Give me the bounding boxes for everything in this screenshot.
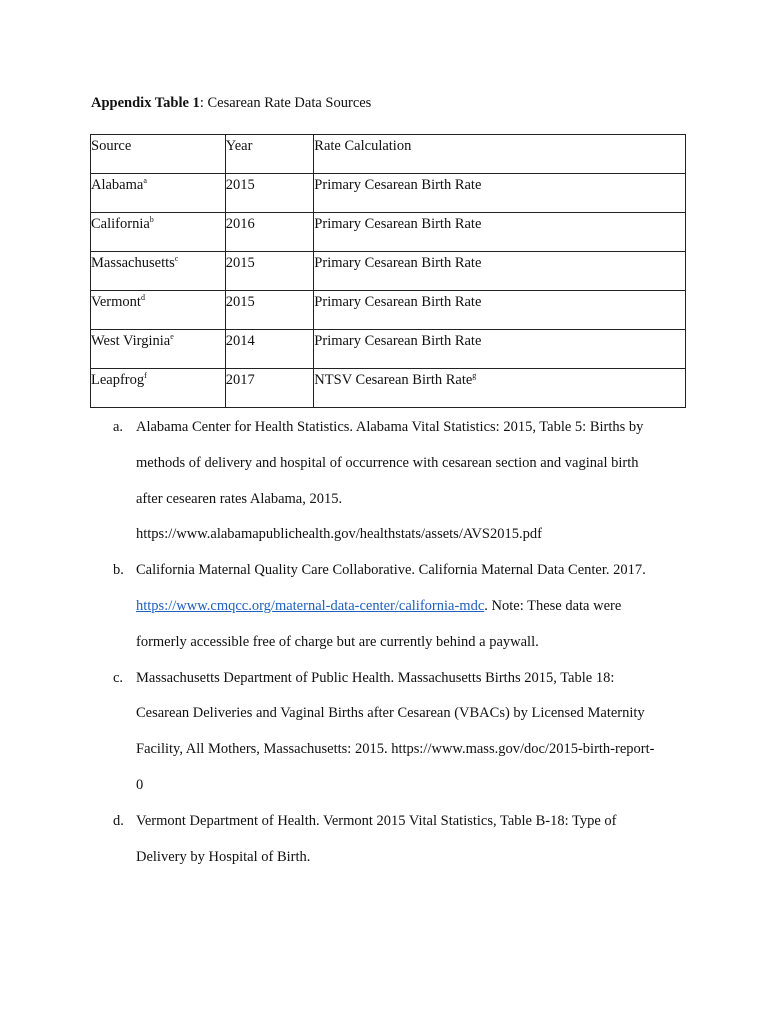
source-footnote-mark: e — [170, 332, 174, 342]
reference-note: . Note: These data were — [484, 597, 622, 614]
source-name: Leapfrog — [91, 372, 145, 388]
cell-rate — [314, 252, 686, 291]
rate-text: Primary Cesarean Birth Rate — [314, 216, 482, 232]
header-source: Source — [91, 135, 226, 174]
cell-year: 2014 — [225, 330, 314, 369]
reference-line: Cesarean Deliveries and Vaginal Births after Cesarean (VBACs) by Licensed Maternity — [136, 705, 645, 722]
rate-text: NTSV Cesarean Birth Rate — [314, 372, 473, 388]
reference-line: methods of delivery and hospital of occurrence with cesarean section and vaginal birth — [136, 454, 639, 471]
cell-year: 2015 — [225, 174, 314, 213]
reference-line: after cesearen rates Alabama, 2015. — [136, 490, 343, 507]
source-footnote-mark: b — [149, 215, 154, 225]
rate-footnote-mark: g — [472, 371, 477, 381]
reference-marker: a. — [113, 419, 124, 435]
reference-line: Massachusetts Department of Public Health. Massachusetts Births 2015, Table 18: — [136, 669, 615, 686]
cell-source — [91, 213, 226, 252]
reference-line: Facility, All Mothers, Massachusetts: 2015. https://www.mass.gov/doc/2015-birth-report- — [136, 741, 655, 758]
source-footnote-mark: c — [174, 254, 179, 264]
reference-line — [136, 589, 691, 625]
reference-line: Vermont Department of Health. Vermont 2015 Vital Statistics, Table B-18: Type of — [136, 812, 617, 829]
cell-source — [91, 174, 226, 213]
table-caption-title: : Cesarean Rate Data Sources — [199, 95, 372, 111]
reference-list — [91, 410, 691, 875]
cell-rate — [314, 213, 686, 252]
cell-source — [91, 291, 226, 330]
rate-text: Primary Cesarean Birth Rate — [314, 333, 482, 349]
reference-line: Delivery by Hospital of Birth. — [136, 848, 311, 865]
table-row — [91, 330, 686, 369]
source-footnote-mark: f — [144, 371, 147, 381]
data-sources-table — [90, 134, 686, 408]
cell-rate — [314, 330, 686, 369]
cell-source — [91, 252, 226, 291]
rate-text: Primary Cesarean Birth Rate — [314, 177, 482, 193]
cell-source — [91, 369, 226, 408]
cell-year: 2015 — [225, 291, 314, 330]
table-row — [91, 174, 686, 213]
source-footnote-mark: d — [140, 293, 145, 303]
reference-marker: d. — [113, 812, 124, 829]
table-header-row — [91, 135, 686, 174]
table-row — [91, 369, 686, 408]
source-name: Massachusetts — [91, 255, 175, 271]
rate-text: Primary Cesarean Birth Rate — [314, 255, 482, 271]
reference-item-c — [91, 661, 691, 804]
reference-item-a — [91, 410, 691, 553]
cell-year: 2015 — [225, 252, 314, 291]
cell-year: 2017 — [225, 369, 314, 408]
rate-text: Primary Cesarean Birth Rate — [314, 294, 482, 310]
table-caption-label: Appendix Table 1 — [91, 95, 200, 111]
reference-line: Alabama Center for Health Statistics. Alabama Vital Statistics: 2015, Table 5: Births by — [136, 419, 644, 435]
table-row — [91, 252, 686, 291]
source-name: California — [91, 216, 150, 232]
cell-rate — [314, 369, 686, 408]
reference-url: https://www.alabamapublichealth.gov/healthstats/assets/AVS2015.pdf — [136, 526, 542, 543]
header-year: Year — [225, 135, 314, 174]
cmqcc-link[interactable]: https://www.cmqcc.org/maternal-data-center/california-mdc — [136, 597, 485, 614]
table-row — [91, 291, 686, 330]
reference-marker: b. — [113, 562, 124, 579]
source-footnote-mark: a — [143, 176, 147, 186]
reference-line: 0 — [136, 776, 144, 793]
source-name: West Virginia — [91, 333, 171, 349]
table-caption — [91, 94, 371, 112]
cell-source — [91, 330, 226, 369]
reference-line: formerly accessible free of charge but are currently behind a paywall. — [136, 633, 539, 650]
cell-rate — [314, 291, 686, 330]
source-name: Alabama — [91, 177, 144, 193]
cell-year: 2016 — [225, 213, 314, 252]
reference-line: California Maternal Quality Care Collaborative. California Maternal Data Center. 2017. — [136, 562, 646, 579]
table-row — [91, 213, 686, 252]
header-rate-calculation: Rate Calculation — [314, 135, 686, 174]
reference-item-d — [91, 804, 691, 876]
reference-item-b — [91, 553, 691, 660]
source-name: Vermont — [91, 294, 141, 310]
reference-marker: c. — [113, 669, 124, 686]
cell-rate — [314, 174, 686, 213]
